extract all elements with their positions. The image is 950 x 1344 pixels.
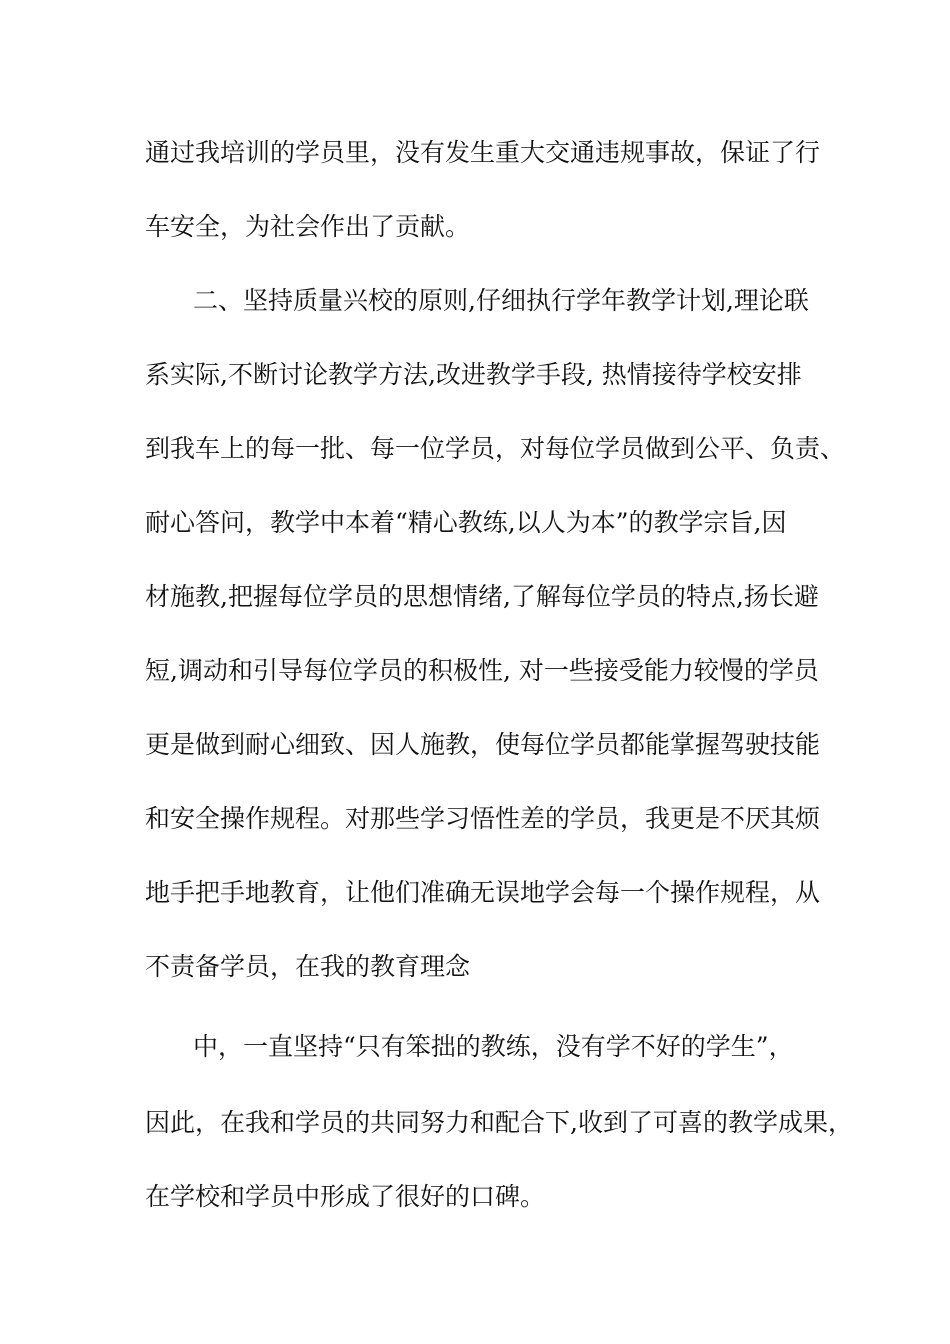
- paragraph-line: 因此，在我和学员的共同努力和配合下,收到了可喜的教学成果，: [145, 1108, 853, 1137]
- paragraph-line: 更是做到耐心细致、因人施教，使每位学员都能掌握驾驶技能: [145, 730, 821, 759]
- paragraph-line: 和安全操作规程。对那些学习悟性差的学员，我更是不厌其烦: [145, 804, 821, 833]
- paragraph-line: 地手把手地教育，让他们准确无误地学会每一个操作规程，从: [145, 878, 821, 907]
- paragraph-line: 材施教,把握每位学员的思想情绪,了解每位学员的特点,扬长避: [145, 582, 819, 611]
- paragraph-line: 不责备学员，在我的教育理念: [145, 952, 471, 981]
- paragraph-line: 在学校和学员中形成了很好的口碑。: [145, 1182, 546, 1211]
- paragraph-line: 短,调动和引导每位学员的积极性, 对一些接受能力较慢的学员: [145, 656, 819, 685]
- paragraph-line: 系实际,不断讨论教学方法,改进教学手段, 热情接待学校安排: [145, 360, 802, 389]
- paragraph-line: 中，一直坚持“只有笨拙的教练，没有学不好的学生”，: [193, 1032, 794, 1061]
- paragraph-line: 二、坚持质量兴校的原则,仔细执行学年教学计划,理论联: [193, 286, 809, 315]
- paragraph-line: 耐心答问，教学中本着“精心教练,以人为本”的教学宗旨,因: [145, 508, 787, 537]
- paragraph-line: 车安全，为社会作出了贡献。: [145, 212, 471, 241]
- paragraph-line: 到我车上的每一批、每一位学员，对每位学员做到公平、负责、: [145, 434, 846, 463]
- paragraph-line: 通过我培训的学员里，没有发生重大交通违规事故，保证了行: [145, 138, 821, 167]
